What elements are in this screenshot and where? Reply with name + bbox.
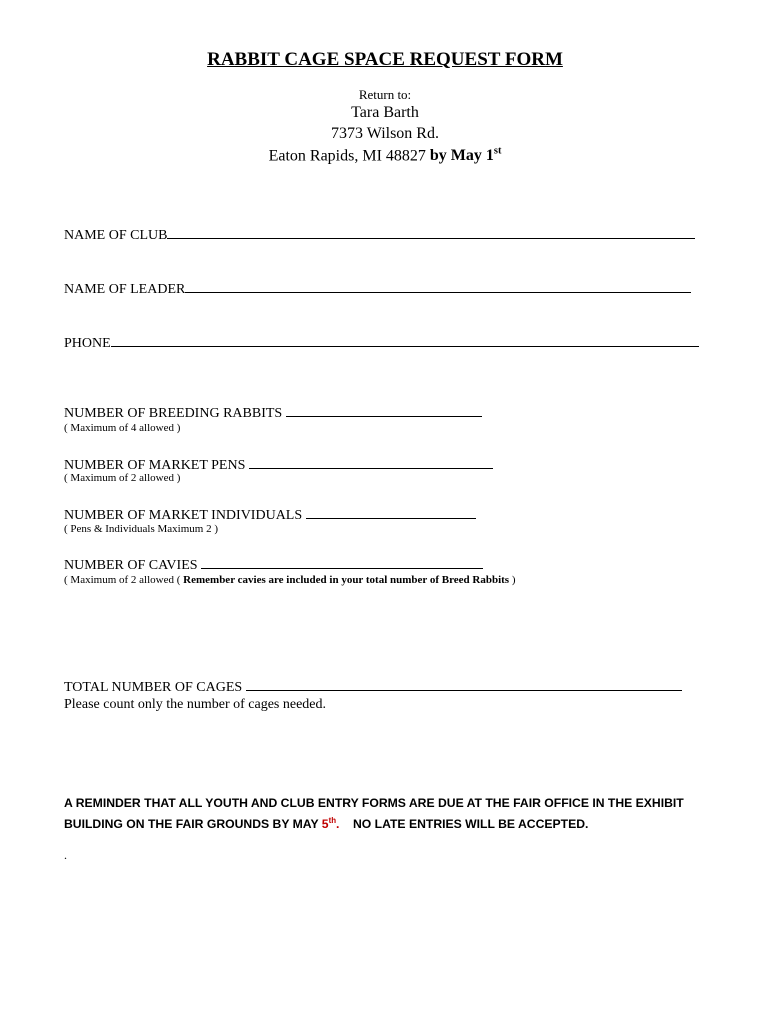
reminder-date-num: 5	[321, 817, 329, 832]
total-label: TOTAL NUMBER OF CAGES	[64, 680, 243, 695]
reminder-date	[322, 817, 340, 831]
cavies-label: NUMBER OF CAVIES	[64, 558, 198, 573]
reminder-date-sup: th	[328, 816, 337, 825]
cavies-note-b: Remember cavies are included in your total number of Breed Rabbits	[183, 574, 510, 586]
market-pens-blank[interactable]	[249, 456, 493, 469]
total-note: Please count only the number of cages needed.	[64, 697, 327, 712]
cavies-field	[64, 556, 483, 574]
cavies-blank[interactable]	[201, 556, 483, 569]
reminder-text-a: A REMINDER THAT ALL YOUTH AND CLUB ENTRY FORMS ARE DUE AT THE FAIR OFFICE IN THE EXHIBIT BUILDING ON THE FAIR GROUNDS BY MAY	[64, 796, 684, 832]
breeding-label: NUMBER OF BREEDING RABBITS	[64, 406, 283, 421]
leader-label: NAME OF LEADER	[64, 282, 186, 297]
reminder-text-b: NO LATE ENTRIES WILL BE ACCEPTED.	[339, 817, 589, 832]
club-field	[64, 226, 695, 244]
cavies-note-a: ( Maximum of 2 allowed (	[64, 574, 184, 586]
return-city: Eaton Rapids, MI 48827	[268, 147, 426, 165]
leader-field	[64, 280, 691, 298]
breeding-field	[64, 404, 482, 422]
market-individuals-field	[64, 506, 476, 524]
club-blank[interactable]	[167, 226, 695, 239]
phone-label: PHONE	[64, 336, 111, 351]
club-label: NAME OF CLUB	[64, 228, 168, 243]
phone-blank[interactable]	[111, 334, 699, 347]
leader-blank[interactable]	[185, 280, 691, 293]
return-street: 7373 Wilson Rd.	[331, 125, 439, 142]
deadline-suffix: st	[493, 146, 502, 157]
total-field	[64, 678, 682, 696]
market-pens-note: ( Maximum of 2 allowed )	[64, 472, 181, 484]
cavies-note	[64, 574, 516, 586]
market-individuals-label: NUMBER OF MARKET INDIVIDUALS	[64, 508, 303, 523]
market-individuals-note: ( Pens & Individuals Maximum 2 )	[64, 523, 218, 535]
breeding-note: ( Maximum of 4 allowed )	[64, 422, 181, 434]
market-individuals-blank[interactable]	[306, 506, 476, 519]
return-city-line	[0, 146, 770, 165]
return-to-label: Return to:	[358, 87, 412, 102]
cavies-note-c: )	[509, 574, 516, 586]
phone-field	[64, 334, 699, 352]
deadline-text: by May 1	[429, 147, 494, 165]
reminder-notice	[64, 794, 724, 833]
form-title: RABBIT CAGE SPACE REQUEST FORM	[207, 49, 563, 70]
market-pens-label: NUMBER OF MARKET PENS	[64, 458, 246, 473]
total-blank[interactable]	[246, 678, 682, 691]
deadline	[430, 147, 502, 164]
return-name: Tara Barth	[351, 104, 419, 121]
breeding-blank[interactable]	[286, 404, 482, 417]
trailing-dot: .	[64, 848, 67, 862]
reminder-date-dot: .	[336, 817, 340, 832]
